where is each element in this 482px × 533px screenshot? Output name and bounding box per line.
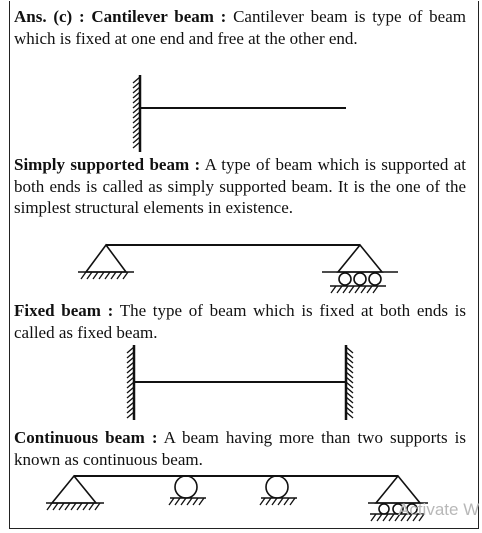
hatch-mark xyxy=(343,286,348,293)
roller-support xyxy=(338,245,382,272)
hatch-mark xyxy=(266,498,271,505)
fixed-left-wall-hatch xyxy=(127,347,134,418)
hatch-mark xyxy=(81,272,86,279)
simply-supported-diagram xyxy=(78,245,398,293)
roller-wheel xyxy=(379,504,389,514)
roller-support-ground xyxy=(260,498,295,505)
cantilever-diagram xyxy=(133,75,346,152)
hatch-mark xyxy=(175,498,180,505)
hatch-mark xyxy=(187,498,192,505)
hatch-mark xyxy=(77,503,82,510)
roller-support-ground xyxy=(330,286,386,293)
fixed-beam-heading: Fixed beam : xyxy=(14,301,114,320)
fixed-beam-diagram xyxy=(127,345,353,420)
roller-support xyxy=(376,476,420,503)
roller-support xyxy=(266,476,288,498)
hatch-mark xyxy=(371,514,376,521)
cantilever-text: Cantilever beam is type of beam which is fixed at one end and free at the other end. xyxy=(14,7,466,48)
hatch-mark xyxy=(284,498,289,505)
pin-support-ground xyxy=(78,272,134,279)
hatch-mark xyxy=(389,514,394,521)
hatch-mark xyxy=(169,498,174,505)
pin-support xyxy=(52,476,96,503)
roller-support-ground xyxy=(169,498,204,505)
hatch-mark xyxy=(383,514,388,521)
hatch-mark xyxy=(95,503,100,510)
hatch-mark xyxy=(355,286,360,293)
roller-wheel xyxy=(354,273,366,285)
hatch-mark xyxy=(367,286,372,293)
hatch-mark xyxy=(123,272,128,279)
activate-windows-watermark: Activate W xyxy=(398,500,480,519)
continuous-beam-text: A beam having more than two supports is known as continuous beam. xyxy=(14,428,467,469)
fixed-beam-text: The type of beam which is fixed at both ends is called as fixed beam. xyxy=(14,301,467,342)
hatch-mark xyxy=(105,272,110,279)
continuous-beam-heading: Continuous beam : xyxy=(14,428,158,447)
hatch-mark xyxy=(337,286,342,293)
hatch-mark xyxy=(373,286,378,293)
hatch-mark xyxy=(377,514,382,521)
hatch-mark xyxy=(71,503,76,510)
fixed-right-wall-hatch xyxy=(346,347,353,418)
hatch-mark xyxy=(47,503,52,510)
hatch-mark xyxy=(193,498,198,505)
hatch-mark xyxy=(99,272,104,279)
cantilever-wall-hatch xyxy=(133,77,140,148)
hatch-mark xyxy=(260,498,265,505)
hatch-mark xyxy=(89,503,94,510)
simply-supported-heading: Simply supported beam : xyxy=(14,155,201,174)
answer-prefix: Ans. (c) : xyxy=(14,7,85,26)
hatch-mark xyxy=(87,272,92,279)
hatch-mark xyxy=(199,498,204,505)
hatch-mark xyxy=(349,286,354,293)
hatch-mark xyxy=(331,286,336,293)
hatch-mark xyxy=(93,272,98,279)
hatch-mark xyxy=(111,272,116,279)
hatch-mark xyxy=(65,503,70,510)
continuous-beam-diagram xyxy=(46,476,428,521)
roller-support xyxy=(175,476,197,498)
roller-wheel xyxy=(369,273,381,285)
hatch-mark xyxy=(83,503,88,510)
cantilever-heading: Cantilever beam : xyxy=(91,7,227,26)
hatch-mark xyxy=(53,503,58,510)
hatch-mark xyxy=(181,498,186,505)
pin-support-ground xyxy=(46,503,104,510)
hatch-mark xyxy=(290,498,295,505)
hatch-mark xyxy=(117,272,122,279)
hatch-mark xyxy=(361,286,366,293)
pin-support xyxy=(86,245,126,272)
hatch-mark xyxy=(59,503,64,510)
simply-supported-text: A type of beam which is supported at both ends is called as simply supported beam. It is the one of the simplest structural elements in existence. xyxy=(14,155,466,217)
roller-wheel xyxy=(339,273,351,285)
hatch-mark xyxy=(272,498,277,505)
hatch-mark xyxy=(278,498,283,505)
